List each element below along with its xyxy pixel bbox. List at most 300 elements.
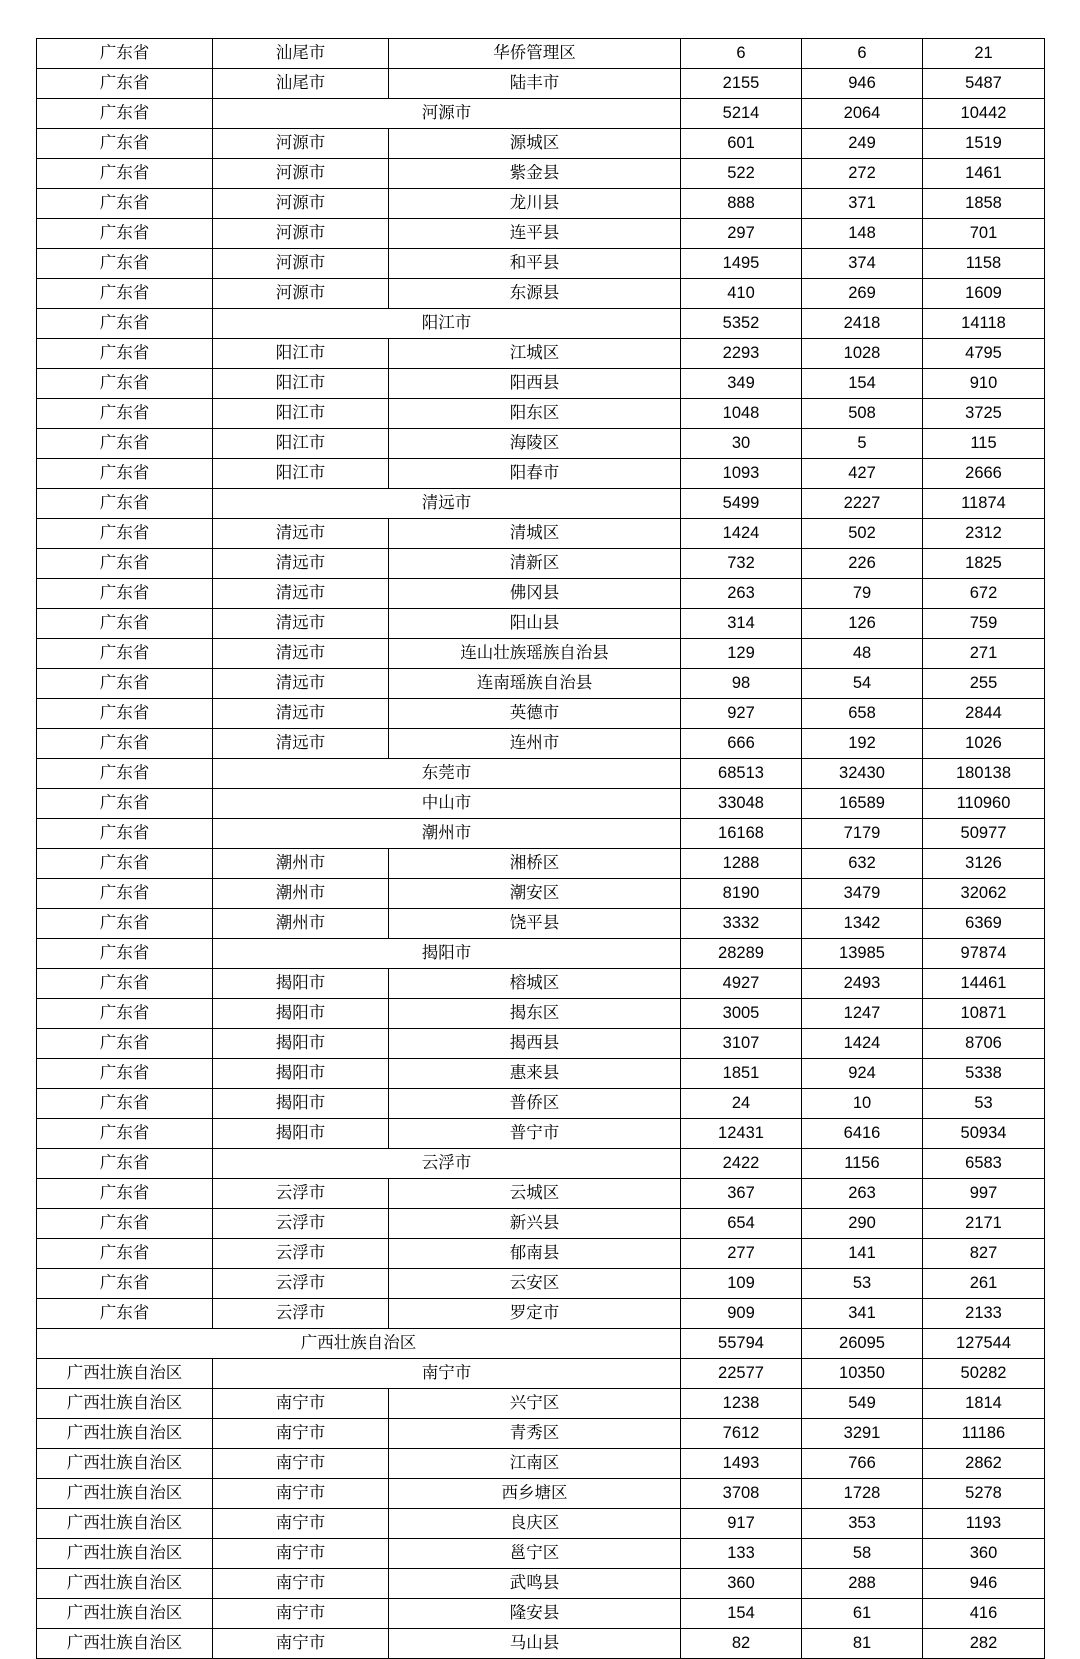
- cell-value-3: 261: [923, 1269, 1045, 1299]
- cell-district: 隆安县: [389, 1599, 681, 1629]
- cell-value-3: 1858: [923, 189, 1045, 219]
- cell-value-1: 3107: [681, 1029, 802, 1059]
- cell-value-2: 427: [802, 459, 923, 489]
- table-row: [37, 789, 1045, 819]
- cell-value-2: 371: [802, 189, 923, 219]
- cell-province: 广东省: [37, 1209, 213, 1239]
- cell-value-2: 766: [802, 1449, 923, 1479]
- cell-value-3: 759: [923, 609, 1045, 639]
- cell-value-3: 180138: [923, 759, 1045, 789]
- cell-value-1: 601: [681, 129, 802, 159]
- cell-value-1: 1093: [681, 459, 802, 489]
- cell-province: 广西壮族自治区: [37, 1629, 213, 1659]
- cell-district: 榕城区: [389, 969, 681, 999]
- cell-city: 云浮市: [213, 1179, 389, 1209]
- cell-value-2: 1156: [802, 1149, 923, 1179]
- cell-city: 潮州市: [213, 909, 389, 939]
- cell-city: 南宁市: [213, 1449, 389, 1479]
- cell-value-1: 6: [681, 39, 802, 69]
- cell-city: 中山市: [213, 789, 681, 819]
- cell-district: 阳山县: [389, 609, 681, 639]
- cell-province: 广东省: [37, 309, 213, 339]
- cell-value-2: 249: [802, 129, 923, 159]
- cell-province: 广东省: [37, 729, 213, 759]
- cell-value-1: 360: [681, 1569, 802, 1599]
- cell-province: 广东省: [37, 909, 213, 939]
- cell-value-2: 502: [802, 519, 923, 549]
- cell-province: 广西壮族自治区: [37, 1569, 213, 1599]
- cell-value-1: 98: [681, 669, 802, 699]
- cell-value-3: 827: [923, 1239, 1045, 1269]
- cell-value-1: 3708: [681, 1479, 802, 1509]
- table-row: [37, 639, 1045, 669]
- cell-city: 河源市: [213, 189, 389, 219]
- cell-province: 广东省: [37, 519, 213, 549]
- cell-value-1: 1495: [681, 249, 802, 279]
- table-row: [37, 819, 1045, 849]
- table-row: [37, 99, 1045, 129]
- cell-district: 华侨管理区: [389, 39, 681, 69]
- cell-value-2: 2418: [802, 309, 923, 339]
- table-row: [37, 1179, 1045, 1209]
- cell-value-1: 82: [681, 1629, 802, 1659]
- cell-province: 广东省: [37, 999, 213, 1029]
- table-row: [37, 1329, 1045, 1359]
- table-row: [37, 939, 1045, 969]
- cell-city: 揭阳市: [213, 999, 389, 1029]
- cell-value-3: 10442: [923, 99, 1045, 129]
- cell-province: 广东省: [37, 1239, 213, 1269]
- cell-value-3: 6583: [923, 1149, 1045, 1179]
- cell-value-2: 1028: [802, 339, 923, 369]
- cell-district: 英德市: [389, 699, 681, 729]
- table-row: [37, 1089, 1045, 1119]
- table-row: [37, 879, 1045, 909]
- cell-value-2: 1247: [802, 999, 923, 1029]
- cell-value-1: 909: [681, 1299, 802, 1329]
- cell-district: 源城区: [389, 129, 681, 159]
- cell-district: 海陵区: [389, 429, 681, 459]
- cell-value-1: 12431: [681, 1119, 802, 1149]
- cell-city: 揭阳市: [213, 1119, 389, 1149]
- cell-value-2: 1424: [802, 1029, 923, 1059]
- cell-value-2: 6416: [802, 1119, 923, 1149]
- cell-city: 阳江市: [213, 339, 389, 369]
- cell-value-2: 946: [802, 69, 923, 99]
- cell-value-1: 1424: [681, 519, 802, 549]
- cell-value-3: 2844: [923, 699, 1045, 729]
- cell-district: 和平县: [389, 249, 681, 279]
- cell-value-3: 2862: [923, 1449, 1045, 1479]
- cell-value-1: 888: [681, 189, 802, 219]
- table-row: [37, 1119, 1045, 1149]
- cell-value-2: 263: [802, 1179, 923, 1209]
- cell-value-3: 3126: [923, 849, 1045, 879]
- cell-city: 阳江市: [213, 309, 681, 339]
- cell-city: 清远市: [213, 729, 389, 759]
- cell-value-1: 68513: [681, 759, 802, 789]
- cell-district: 郁南县: [389, 1239, 681, 1269]
- cell-value-2: 1728: [802, 1479, 923, 1509]
- cell-value-2: 226: [802, 549, 923, 579]
- cell-value-3: 2171: [923, 1209, 1045, 1239]
- cell-value-2: 924: [802, 1059, 923, 1089]
- cell-city: 东莞市: [213, 759, 681, 789]
- cell-value-3: 127544: [923, 1329, 1045, 1359]
- cell-value-2: 26095: [802, 1329, 923, 1359]
- table-row: [37, 1029, 1045, 1059]
- cell-city: 河源市: [213, 159, 389, 189]
- cell-value-2: 1342: [802, 909, 923, 939]
- cell-province: 广西壮族自治区: [37, 1449, 213, 1479]
- cell-province: 广西壮族自治区: [37, 1539, 213, 1569]
- cell-province: 广东省: [37, 159, 213, 189]
- cell-value-1: 367: [681, 1179, 802, 1209]
- cell-province: 广西壮族自治区: [37, 1419, 213, 1449]
- cell-value-3: 6369: [923, 909, 1045, 939]
- cell-value-1: 16168: [681, 819, 802, 849]
- cell-district: 饶平县: [389, 909, 681, 939]
- cell-value-1: 7612: [681, 1419, 802, 1449]
- cell-province: 广东省: [37, 759, 213, 789]
- table-row: [37, 399, 1045, 429]
- cell-value-3: 11874: [923, 489, 1045, 519]
- cell-value-1: 263: [681, 579, 802, 609]
- cell-district: 东源县: [389, 279, 681, 309]
- cell-value-1: 277: [681, 1239, 802, 1269]
- cell-value-3: 10871: [923, 999, 1045, 1029]
- cell-province: 广东省: [37, 1029, 213, 1059]
- cell-province: 广西壮族自治区: [37, 1509, 213, 1539]
- table-row: [37, 1569, 1045, 1599]
- cell-district: 连山壮族瑶族自治县: [389, 639, 681, 669]
- cell-value-2: 154: [802, 369, 923, 399]
- cell-district: 西乡塘区: [389, 1479, 681, 1509]
- table-row: [37, 39, 1045, 69]
- cell-province: 广东省: [37, 489, 213, 519]
- table-row: [37, 609, 1045, 639]
- cell-province: 广东省: [37, 549, 213, 579]
- cell-city: 阳江市: [213, 369, 389, 399]
- table-body: [37, 39, 1045, 1659]
- cell-province: 广东省: [37, 129, 213, 159]
- cell-district: 连平县: [389, 219, 681, 249]
- table-row: [37, 459, 1045, 489]
- table-row: [37, 1539, 1045, 1569]
- cell-value-3: 5338: [923, 1059, 1045, 1089]
- cell-city: 潮州市: [213, 849, 389, 879]
- cell-value-3: 8706: [923, 1029, 1045, 1059]
- cell-value-2: 549: [802, 1389, 923, 1419]
- cell-value-3: 2666: [923, 459, 1045, 489]
- table-row: [37, 849, 1045, 879]
- table-row: [37, 1149, 1045, 1179]
- cell-value-1: 732: [681, 549, 802, 579]
- cell-province: 广东省: [37, 219, 213, 249]
- cell-value-3: 21: [923, 39, 1045, 69]
- cell-value-1: 1238: [681, 1389, 802, 1419]
- cell-value-3: 50977: [923, 819, 1045, 849]
- table-row: [37, 69, 1045, 99]
- cell-value-2: 148: [802, 219, 923, 249]
- cell-district: 云安区: [389, 1269, 681, 1299]
- cell-value-2: 53: [802, 1269, 923, 1299]
- cell-value-2: 54: [802, 669, 923, 699]
- cell-value-1: 297: [681, 219, 802, 249]
- table-row: [37, 1449, 1045, 1479]
- cell-value-1: 5499: [681, 489, 802, 519]
- cell-value-1: 24: [681, 1089, 802, 1119]
- cell-province: 广东省: [37, 369, 213, 399]
- cell-value-3: 1461: [923, 159, 1045, 189]
- cell-city: 南宁市: [213, 1389, 389, 1419]
- cell-value-1: 917: [681, 1509, 802, 1539]
- cell-value-3: 1026: [923, 729, 1045, 759]
- cell-province: 广西壮族自治区: [37, 1479, 213, 1509]
- cell-city: 潮州市: [213, 819, 681, 849]
- cell-value-1: 22577: [681, 1359, 802, 1389]
- cell-district: 陆丰市: [389, 69, 681, 99]
- cell-value-2: 126: [802, 609, 923, 639]
- cell-district: 连州市: [389, 729, 681, 759]
- cell-province: 广东省: [37, 279, 213, 309]
- cell-value-1: 33048: [681, 789, 802, 819]
- cell-value-3: 255: [923, 669, 1045, 699]
- cell-city: 揭阳市: [213, 1029, 389, 1059]
- cell-city: 南宁市: [213, 1539, 389, 1569]
- cell-province: 广东省: [37, 849, 213, 879]
- cell-value-1: 654: [681, 1209, 802, 1239]
- cell-province: 广东省: [37, 189, 213, 219]
- cell-province: 广东省: [37, 339, 213, 369]
- cell-value-1: 133: [681, 1539, 802, 1569]
- cell-value-1: 30: [681, 429, 802, 459]
- cell-district: 惠来县: [389, 1059, 681, 1089]
- cell-value-2: 16589: [802, 789, 923, 819]
- table-row: [37, 1389, 1045, 1419]
- cell-value-2: 5: [802, 429, 923, 459]
- cell-province: 广东省: [37, 69, 213, 99]
- cell-value-2: 290: [802, 1209, 923, 1239]
- table-row: [37, 579, 1045, 609]
- cell-value-2: 269: [802, 279, 923, 309]
- cell-value-2: 341: [802, 1299, 923, 1329]
- cell-value-1: 1048: [681, 399, 802, 429]
- cell-city: 清远市: [213, 489, 681, 519]
- cell-city: 汕尾市: [213, 69, 389, 99]
- cell-value-1: 410: [681, 279, 802, 309]
- table-row: [37, 1509, 1045, 1539]
- cell-province: 广东省: [37, 939, 213, 969]
- cell-value-2: 3291: [802, 1419, 923, 1449]
- table-row: [37, 759, 1045, 789]
- cell-province: 广东省: [37, 879, 213, 909]
- cell-city: 云浮市: [213, 1239, 389, 1269]
- cell-district: 阳西县: [389, 369, 681, 399]
- cell-province: 广东省: [37, 39, 213, 69]
- cell-value-3: 5278: [923, 1479, 1045, 1509]
- cell-value-3: 53: [923, 1089, 1045, 1119]
- cell-district: 新兴县: [389, 1209, 681, 1239]
- table-row: [37, 429, 1045, 459]
- table-row: [37, 729, 1045, 759]
- cell-city: 阳江市: [213, 399, 389, 429]
- cell-value-1: 1288: [681, 849, 802, 879]
- table-row: [37, 249, 1045, 279]
- cell-value-3: 97874: [923, 939, 1045, 969]
- cell-province: 广东省: [37, 1089, 213, 1119]
- cell-value-1: 3005: [681, 999, 802, 1029]
- cell-value-1: 5352: [681, 309, 802, 339]
- cell-province: 广东省: [37, 99, 213, 129]
- cell-district: 普宁市: [389, 1119, 681, 1149]
- cell-city: 云浮市: [213, 1299, 389, 1329]
- cell-city: 阳江市: [213, 459, 389, 489]
- cell-city: 河源市: [213, 99, 681, 129]
- table-row: [37, 1209, 1045, 1239]
- cell-value-1: 927: [681, 699, 802, 729]
- cell-value-3: 4795: [923, 339, 1045, 369]
- cell-province: 广东省: [37, 1119, 213, 1149]
- cell-city: 河源市: [213, 129, 389, 159]
- cell-city: 河源市: [213, 279, 389, 309]
- table-row: [37, 1239, 1045, 1269]
- cell-district: 江城区: [389, 339, 681, 369]
- cell-value-3: 282: [923, 1629, 1045, 1659]
- cell-province: 广东省: [37, 1149, 213, 1179]
- cell-value-1: 1493: [681, 1449, 802, 1479]
- table-row: [37, 1299, 1045, 1329]
- cell-value-2: 3479: [802, 879, 923, 909]
- cell-value-1: 1851: [681, 1059, 802, 1089]
- table-row: [37, 1479, 1045, 1509]
- table-row: [37, 669, 1045, 699]
- cell-value-2: 6: [802, 39, 923, 69]
- cell-city: 清远市: [213, 579, 389, 609]
- table-row: [37, 309, 1045, 339]
- cell-province: 广东省: [37, 399, 213, 429]
- cell-value-2: 632: [802, 849, 923, 879]
- cell-city: 河源市: [213, 219, 389, 249]
- cell-city: 揭阳市: [213, 1089, 389, 1119]
- table-row: [37, 1059, 1045, 1089]
- cell-province: 广东省: [37, 699, 213, 729]
- cell-city: 南宁市: [213, 1419, 389, 1449]
- table-row: [37, 369, 1045, 399]
- cell-district: 阳春市: [389, 459, 681, 489]
- table-row: [37, 159, 1045, 189]
- cell-district: 马山县: [389, 1629, 681, 1659]
- cell-city: 南宁市: [213, 1509, 389, 1539]
- cell-province: 广西壮族自治区: [37, 1329, 681, 1359]
- cell-value-2: 374: [802, 249, 923, 279]
- cell-value-3: 1814: [923, 1389, 1045, 1419]
- table-row: [37, 279, 1045, 309]
- cell-value-1: 3332: [681, 909, 802, 939]
- cell-value-3: 11186: [923, 1419, 1045, 1449]
- cell-district: 良庆区: [389, 1509, 681, 1539]
- cell-value-3: 1825: [923, 549, 1045, 579]
- cell-city: 揭阳市: [213, 1059, 389, 1089]
- cell-province: 广东省: [37, 819, 213, 849]
- cell-value-3: 50934: [923, 1119, 1045, 1149]
- cell-value-2: 2227: [802, 489, 923, 519]
- cell-district: 揭东区: [389, 999, 681, 1029]
- cell-value-3: 416: [923, 1599, 1045, 1629]
- cell-district: 连南瑶族自治县: [389, 669, 681, 699]
- table-row: [37, 129, 1045, 159]
- cell-city: 清远市: [213, 549, 389, 579]
- cell-value-1: 8190: [681, 879, 802, 909]
- cell-city: 云浮市: [213, 1209, 389, 1239]
- cell-value-2: 141: [802, 1239, 923, 1269]
- table-row: [37, 909, 1045, 939]
- table-row: [37, 1359, 1045, 1389]
- cell-value-3: 3725: [923, 399, 1045, 429]
- cell-province: 广西壮族自治区: [37, 1599, 213, 1629]
- cell-value-2: 13985: [802, 939, 923, 969]
- cell-district: 武鸣县: [389, 1569, 681, 1599]
- table-row: [37, 219, 1045, 249]
- cell-city: 南宁市: [213, 1479, 389, 1509]
- cell-province: 广东省: [37, 1269, 213, 1299]
- table-row: [37, 1269, 1045, 1299]
- cell-district: 揭西县: [389, 1029, 681, 1059]
- cell-district: 云城区: [389, 1179, 681, 1209]
- cell-province: 广东省: [37, 639, 213, 669]
- table-row: [37, 1599, 1045, 1629]
- cell-city: 云浮市: [213, 1149, 681, 1179]
- cell-value-1: 154: [681, 1599, 802, 1629]
- table-row: [37, 489, 1045, 519]
- cell-value-2: 7179: [802, 819, 923, 849]
- cell-district: 江南区: [389, 1449, 681, 1479]
- cell-city: 阳江市: [213, 429, 389, 459]
- cell-value-2: 353: [802, 1509, 923, 1539]
- cell-value-1: 4927: [681, 969, 802, 999]
- cell-district: 邕宁区: [389, 1539, 681, 1569]
- cell-district: 兴宁区: [389, 1389, 681, 1419]
- cell-province: 广东省: [37, 429, 213, 459]
- cell-city: 河源市: [213, 249, 389, 279]
- cell-city: 揭阳市: [213, 939, 681, 969]
- cell-value-1: 666: [681, 729, 802, 759]
- table-row: [37, 339, 1045, 369]
- cell-city: 南宁市: [213, 1629, 389, 1659]
- cell-city: 汕尾市: [213, 39, 389, 69]
- statistics-table: [36, 38, 1045, 1659]
- cell-value-2: 10350: [802, 1359, 923, 1389]
- table-row: [37, 969, 1045, 999]
- cell-city: 南宁市: [213, 1569, 389, 1599]
- cell-value-2: 272: [802, 159, 923, 189]
- cell-value-2: 658: [802, 699, 923, 729]
- cell-value-1: 349: [681, 369, 802, 399]
- cell-value-3: 997: [923, 1179, 1045, 1209]
- cell-value-1: 55794: [681, 1329, 802, 1359]
- cell-province: 广东省: [37, 789, 213, 819]
- cell-district: 清城区: [389, 519, 681, 549]
- cell-value-3: 271: [923, 639, 1045, 669]
- cell-value-3: 2133: [923, 1299, 1045, 1329]
- cell-district: 阳东区: [389, 399, 681, 429]
- cell-value-2: 48: [802, 639, 923, 669]
- cell-value-3: 946: [923, 1569, 1045, 1599]
- cell-province: 广东省: [37, 579, 213, 609]
- cell-district: 潮安区: [389, 879, 681, 909]
- cell-value-1: 2422: [681, 1149, 802, 1179]
- cell-value-1: 2293: [681, 339, 802, 369]
